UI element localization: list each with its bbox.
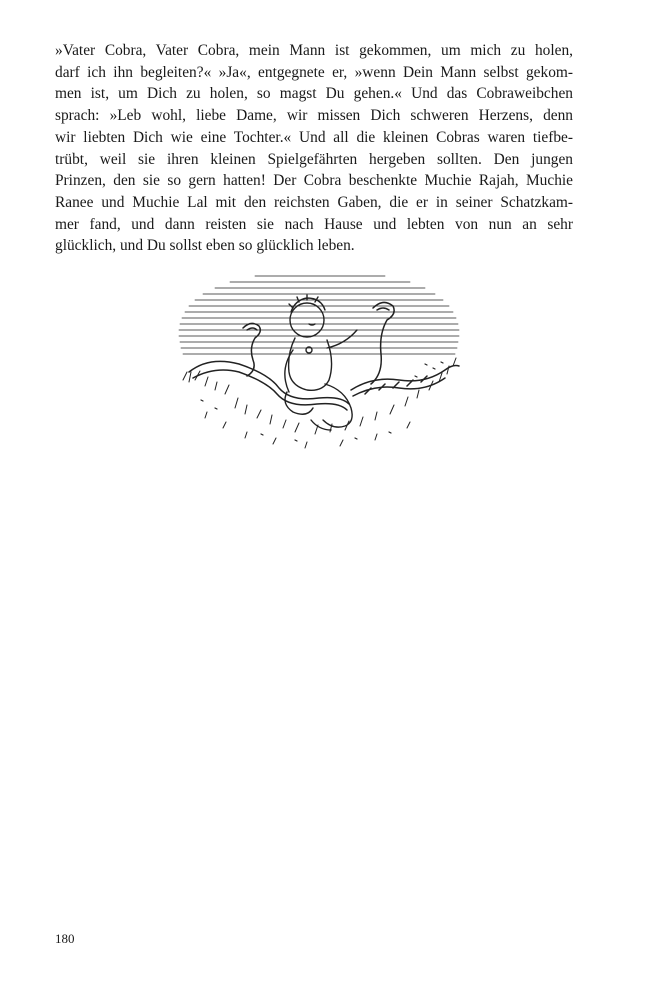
text-line: Ranee und Muchie Lal mit den reichsten Gaben, die er in seiner Schatzkam- (55, 193, 573, 211)
text-line: sprach: »Leb wohl, liebe Dame, wir missen Dich schweren Herzens, denn (55, 107, 573, 125)
page-number: 180 (55, 931, 75, 946)
text-line: mer fand, und dann reisten sie nach Hause und lebten von nun an sehr (55, 215, 573, 233)
text-line: »Vater Cobra, Vater Cobra, mein Mann ist gekommen, um mich zu holen, (55, 42, 573, 59)
child-with-cobras-engraving-icon (175, 268, 465, 458)
text-line: darf ich ihn begleiten?« »Ja«, entgegnete er, »wenn Dein Mann selbst gekom- (55, 63, 573, 81)
text-line: glücklich, und Du sollst eben so glücklich leben. (55, 237, 355, 255)
text-line: Prinzen, den sie so gern hatten! Der Cobra beschenkte Muchie Rajah, Muchie (55, 172, 573, 190)
text-line: men ist, um Dich zu holen, so magst Du gehen.« Und das Cobraweibchen (55, 85, 573, 103)
text-line: wir liebten Dich wie eine Tochter.« Und all die kleinen Cobras waren tiefbe- (55, 128, 573, 146)
body-paragraph (55, 40, 573, 257)
text-line: trübt, weil sie ihren kleinen Spielgefährten hergeben sollten. Den jungen (55, 150, 573, 168)
